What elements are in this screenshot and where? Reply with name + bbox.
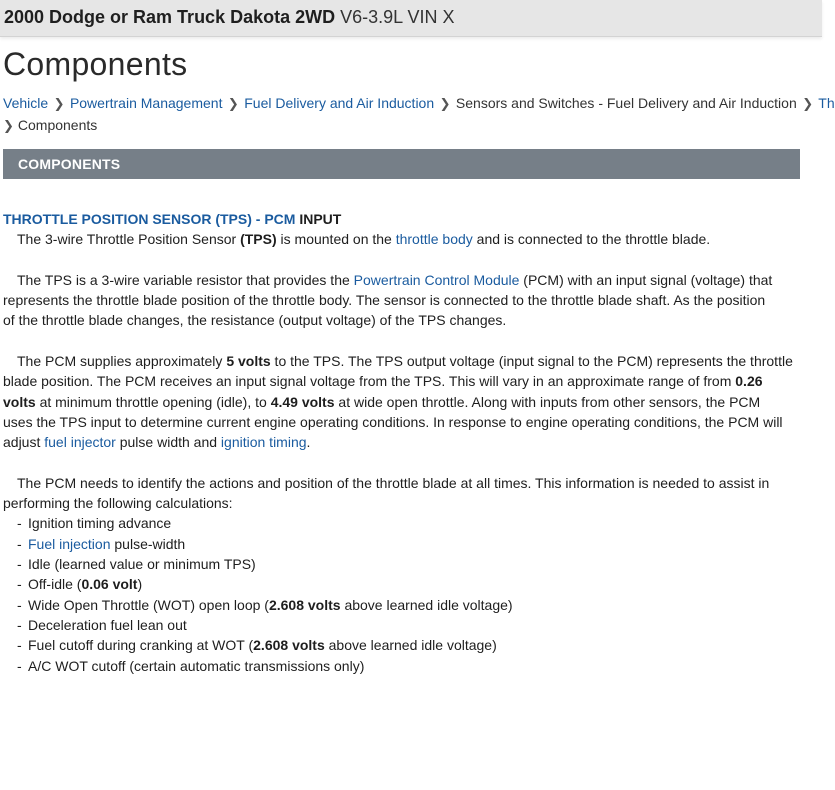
list-item-text-after: ) [137,576,143,593]
breadcrumb-sensors-switches: Sensors and Switches - Fuel Delivery and Air Induction [455,95,797,111]
list-item-bold: 2.608 volts [268,596,341,613]
calculations-list [3,513,801,675]
breadcrumb-fuel-delivery[interactable]: Fuel Delivery and Air Induction [244,95,435,111]
list-item: - Deceleration fuel lean out [17,616,187,633]
list-item-text: Wide Open Throttle (WOT) open loop ( [28,596,269,613]
list-item: - A/C WOT cutoff (certain automatic transmissions only) [17,657,365,674]
list-item-text: pulse-width [110,535,186,552]
fuel-injection-link[interactable]: Fuel injection [28,535,111,552]
list-item-text-after: above learned idle voltage) [340,596,513,613]
p3-text-2: to the TPS. The TPS output voltage (input signal to the PCM) represents the throttle [270,353,793,370]
list-item-text: Deceleration fuel lean out [28,616,187,633]
list-item-text: Off-idle ( [28,576,82,593]
list-item: - Idle (learned value or minimum TPS) [17,556,256,573]
section-header: COMPONENTS [3,149,800,179]
page-title: Components [3,46,188,82]
list-item: - Fuel injection pulse-width [17,535,186,552]
breadcrumb-truncated-link[interactable]: Th [818,95,835,111]
engine-spec: V6-3.9L VIN X [340,7,455,27]
chevron-right-icon: ❯ [439,96,451,111]
vehicle-title [4,7,455,28]
list-item-text: Ignition timing advance [28,515,172,532]
p2-line-2: represents the throttle blade position of the throttle body. The sensor is connected to the throttle blade shaft. As the position [3,292,766,309]
ignition-timing-link[interactable]: ignition timing [220,434,307,451]
p3-line-5b: pulse width and [115,434,221,451]
list-item-bold: 0.06 volt [81,576,138,593]
p3-bold-volts: volts [3,393,36,410]
list-item: - Off-idle (0.06 volt) [17,576,143,593]
p1-bold: (TPS) [240,231,277,248]
p1-text-3: and is connected to the throttle blade. [472,231,711,248]
p1-text-2: is mounted on the [276,231,396,248]
throttle-body-link[interactable]: throttle body [395,231,473,248]
breadcrumb-vehicle[interactable]: Vehicle [3,95,49,111]
p3-line-3: at minimum throttle opening (idle), to [35,393,271,410]
list-item-text: A/C WOT cutoff (certain automatic transmissions only) [28,657,365,674]
list-item: - Ignition timing advance [17,515,172,532]
p3-line-4: uses the TPS input to determine current engine operating conditions. In response to engine operating conditions, the PCM will [3,413,783,430]
list-item: - Fuel cutoff during cranking at WOT (2.608 volts above learned idle voltage) [17,637,497,654]
p3-bold-449: 4.49 volts [270,393,335,410]
chevron-right-icon: ❯ [227,96,239,111]
chevron-right-icon: ❯ [802,96,814,111]
p2-text: The TPS is a 3-wire variable resistor that provides the [17,271,354,288]
title-suffix: INPUT [295,211,342,227]
p3-bold-5v: 5 volts [226,353,271,370]
list-item-text: Fuel cutoff during cranking at WOT ( [28,637,254,654]
p3-bold-026: 0.26 [735,373,763,390]
paragraph-1 [3,229,801,249]
p1-text: The 3-wire Throttle Position Sensor [17,231,241,248]
p2-text-2: (PCM) with an input signal (voltage) that [519,271,773,288]
article-body [3,209,801,676]
list-item-bold: 2.608 volts [253,637,325,654]
vehicle-name: 2000 Dodge or Ram Truck Dakota 2WD [4,7,336,27]
vehicle-header-bar [0,0,822,37]
p4-line-2: performing the following calculations: [3,495,233,512]
p3-line-5c: . [306,434,311,451]
list-item: - Wide Open Throttle (WOT) open loop (2.608 volts above learned idle voltage) [17,596,513,613]
breadcrumb-powertrain-management[interactable]: Powertrain Management [69,95,223,111]
p2-line-3: of the throttle blade changes, the resistance (output voltage) of the TPS changes. [3,312,507,329]
list-item-text-after: above learned idle voltage) [324,637,497,654]
list-item-text: Idle (learned value or minimum TPS) [28,556,256,573]
paragraph-3 [3,351,801,452]
article-title [3,209,801,229]
p3-line-5: adjust [3,434,45,451]
breadcrumb [3,92,835,136]
p3-line-3b: at wide open throttle. Along with inputs from other sensors, the PCM [334,393,761,410]
breadcrumb-current: Components [17,117,98,133]
chevron-right-icon: ❯ [3,118,14,133]
p3-line-2: blade position. The PCM receives an input signal voltage from the TPS. This will vary in an approximate range of from [3,373,736,390]
pcm-link[interactable]: Powertrain Control Module [353,271,520,288]
paragraph-4 [3,473,801,514]
paragraph-2 [3,270,801,331]
fuel-injector-link[interactable]: fuel injector [44,434,116,451]
chevron-right-icon: ❯ [53,96,65,111]
tps-title-link[interactable]: THROTTLE POSITION SENSOR (TPS) - PCM [3,211,296,227]
p4-line-1: The PCM needs to identify the actions and position of the throttle blade at all times. This information is needed to assist in [17,474,770,491]
p3-text: The PCM supplies approximately [17,353,227,370]
